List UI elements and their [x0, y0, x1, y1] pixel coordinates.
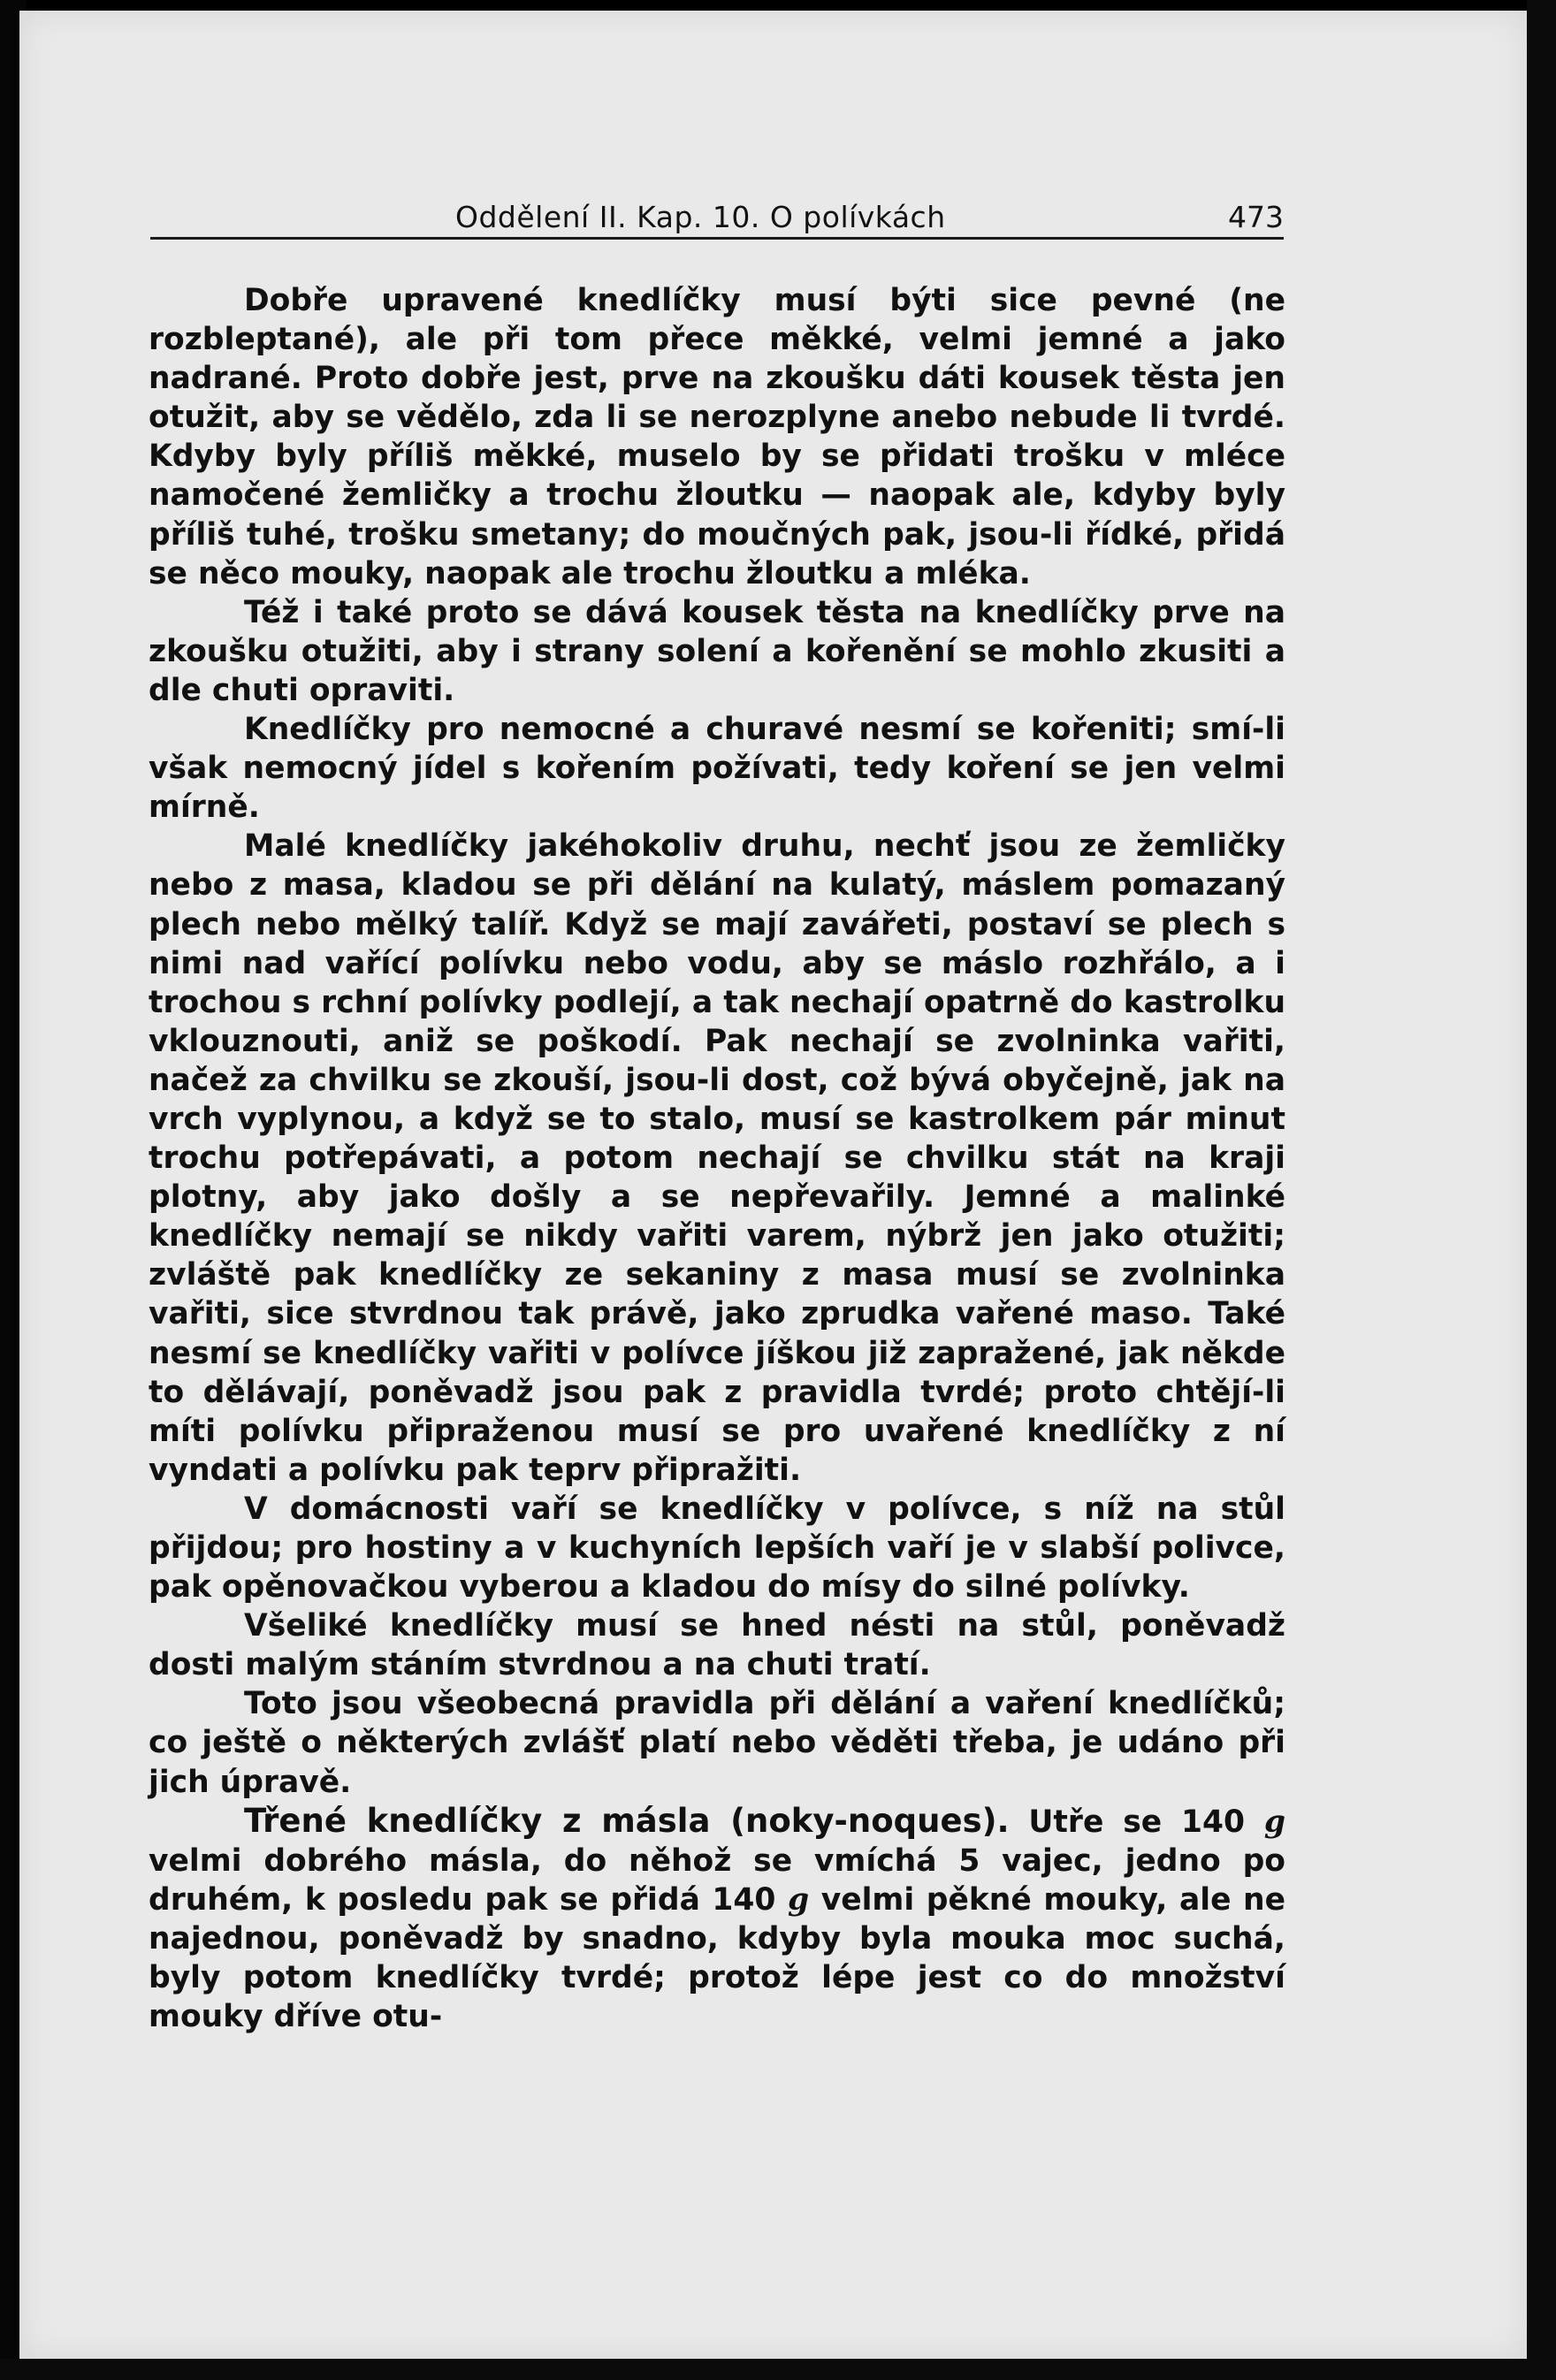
paragraph: Malé knedlíčky jakéhokoliv druhu, nechť jsou ze žemličky nebo z masa, kladou se při dělání na kulatý, máslem pomazaný plech nebo mělký talíř. Když se mají zavářeti, postaví se plech s nimi nad vařící polívku nebo vodu, aby se máslo rozhřálo, a i trochou s rchní polívky podlejí, a tak nechají opatrně do kastrolku vklouznouti, aniž se poškodí. Pak nechají se zvolninka vařiti, načež za chvilku se zkouší, jsou-li dost, což bývá obyčejně, jak na vrch vyplynou, a když se to stalo, musí se kastrolkem pár minut trochu potřepávati, a potom nechají se chvilku stát na kraji plotny, aby jako došly a se nepřevařily. Jemné a malinké knedlíčky nemají se nikdy vařiti varem, nýbrž jen jako otužiti; zvláště pak knedlíčky ze sekaniny z masa musí se zvolninka vařiti, sice stvrdnou tak právě, jako zprudka vařené maso. Také nesmí se knedlíčky vařiti v polívce jíškou již zapražené, jak někde to dělávají, poněvadž jsou pak z pravidla tvrdé; proto chtějí-li míti polívku připraženou musí se pro uvařené knedlíčky z ní vyndati a polívku pak teprv připražiti. [149, 828, 1285, 1488]
recipe-title: Třené knedlíčky z másla (noky-noques). [244, 1801, 1010, 1840]
scan-border-right [1527, 0, 1556, 2380]
body-text [149, 281, 1285, 2036]
recipe-text: velmi dobrého másla, do něhož se vmíchá 5 vajec, jedno po druhém, k posledu pak se přidá 140 [149, 1842, 1285, 1918]
recipe-paragraph [149, 1802, 1285, 2037]
page-header [150, 193, 1284, 237]
header-rule [150, 237, 1284, 240]
paragraph: V domácnosti vaří se knedlíčky v polívce, s níž na stůl přijdou; pro hostiny a v kuchyních lepších vaří je v slabší polivce, pak opěnovačkou vyberou a kladou do mísy do silné polívky. [149, 1491, 1285, 1606]
page-number: 473 [1228, 200, 1284, 234]
paragraph: Dobře upravené knedlíčky musí býti sice pevné (ne rozbleptané), ale při tom přece měkké, velmi jemné a jako nadrané. Proto dobře jest, prve na zkoušku dáti kousek těsta jen otužit, aby se vědělo, zda li se nerozplyne anebo nebude li tvrdé. Kdyby byly příliš měkké, muselo by se přidati trošku v mléce namočené žemličky a trochu žloutku — naopak ale, kdyby byly příliš tuhé, trošku smetany; do moučných pak, jsou-li řídké, přidá se něco mouky, naopak ale trochu žloutku a mléka. [149, 283, 1285, 591]
unit-grams: g [788, 1881, 810, 1918]
running-title: Oddělení II. Kap. 10. O polívkách [455, 200, 946, 234]
scan-border-bottom [0, 2359, 1556, 2380]
paragraph: Toto jsou všeobecná pravidla při dělání a vaření knedlíčků; co ještě o některých zvlášť platí nebo věděti třeba, je udáno při jich úpravě. [149, 1686, 1285, 1800]
recipe-text: velmi pěkné mouky, ale ne najednou, poněvadž by snadno, kdyby byla mouka moc suchá, byly potom knedlíčky tvrdé; protož lépe jest co do množství mouky dříve otu- [149, 1881, 1286, 2035]
recipe-text: Utře se 140 [1028, 1804, 1246, 1840]
paragraph: Knedlíčky pro nemocné a churavé nesmí se kořeniti; smí-li však nemocný jídel s kořením požívati, tedy koření se jen velmi mírně. [149, 712, 1285, 826]
unit-grams: g [1263, 1804, 1285, 1840]
paragraph: Též i také proto se dává kousek těsta na knedlíčky prve na zkoušku otužiti, aby i strany solení a kořenění se mohlo zkusiti a dle chuti opraviti. [149, 594, 1285, 708]
paragraph: Všeliké knedlíčky musí se hned nésti na stůl, poněvadž dosti malým stáním stvrdnou a na chuti tratí. [149, 1608, 1285, 1683]
